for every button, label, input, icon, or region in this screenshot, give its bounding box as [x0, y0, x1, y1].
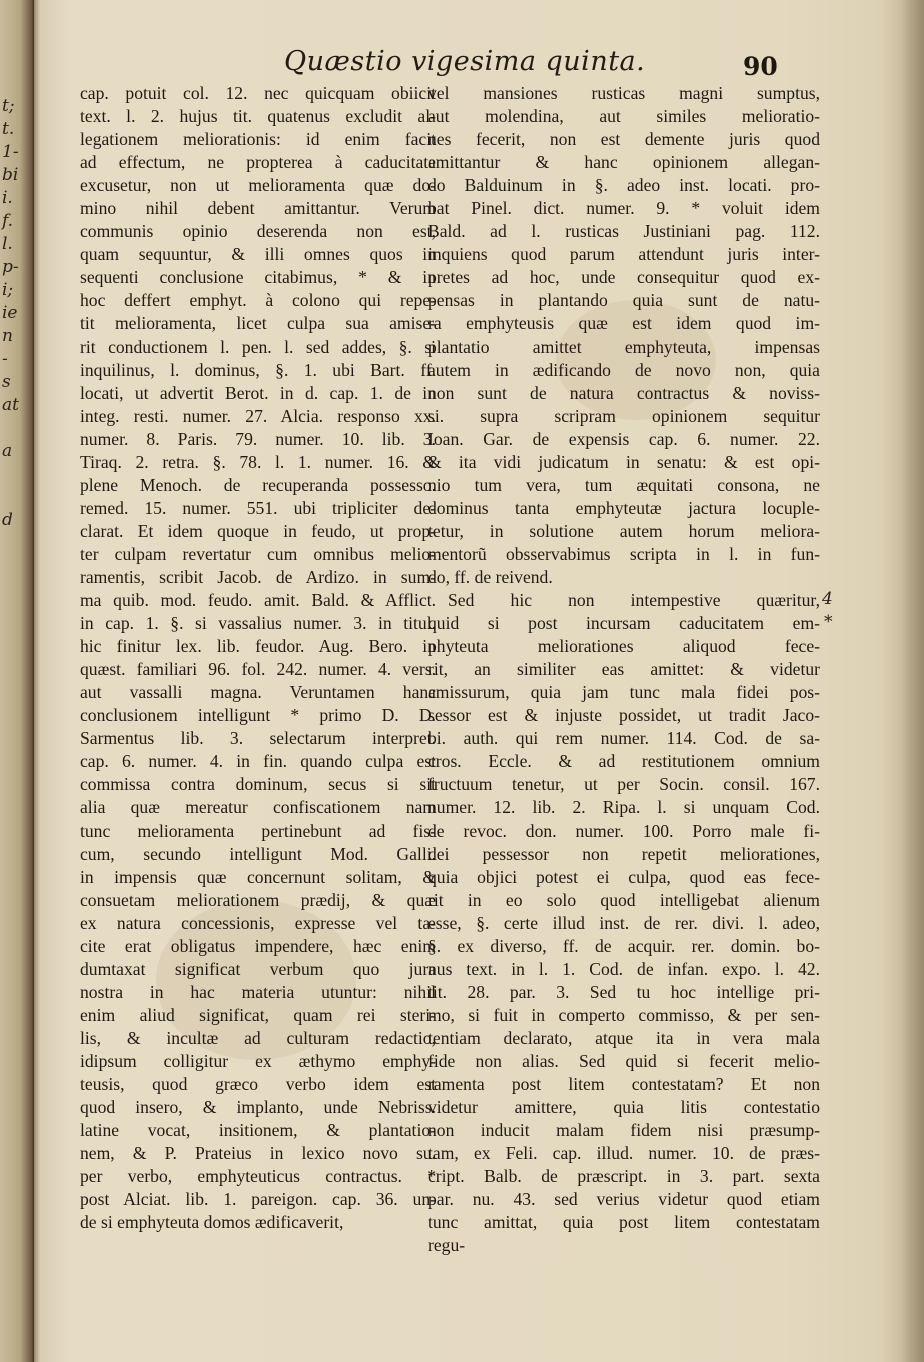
text-line: nem, & P. Prateius in lexico novo su. — [80, 1143, 436, 1164]
margin-marks — [822, 0, 902, 1362]
margin-fragment — [2, 532, 28, 555]
text-line: non sunt de natura contractus & noviss- — [428, 382, 820, 403]
text-line: bi. auth. qui rem numer. 114. Cod. de sa- — [428, 728, 820, 749]
text-line: esse, §. certe illud inst. de rer. divi. l. adeo, — [428, 912, 820, 933]
text-line: tetur, in solutione autem horum meliora- — [428, 520, 820, 541]
text-line: excusetur, non ut melioramenta quæ do- — [80, 175, 436, 196]
text-line: non inducit malam fidem nisi præsump- — [428, 1120, 820, 1141]
text-line: & ita vidi judicatum in senatu: & est opi- — [428, 451, 820, 472]
text-line: communis opinio deserenda non est, — [80, 221, 436, 242]
margin-fragment: n — [2, 326, 13, 346]
text-line: cros. Eccle. & ad restitutionem omnium — [428, 751, 820, 772]
previous-page-edge — [0, 0, 34, 1362]
text-line: nio tum vera, tum æquitati consona, ne — [428, 474, 820, 495]
text-line: numer. 12. lib. 2. Ripa. l. si unquam Cod. — [428, 797, 820, 818]
margin-fragment: p- — [2, 257, 19, 277]
text-line: ter culpam revertatur cum omnibus melio- — [80, 543, 436, 564]
text-line: numer. 8. Paris. 79. numer. 10. lib. 3. — [80, 428, 436, 449]
text-line: de si emphyteuta domos ædificaverit, — [80, 1212, 344, 1233]
text-line: regu- — [428, 1235, 466, 1256]
text-line: cum, secundo intelligunt Mod. Galli. — [80, 843, 436, 864]
text-line: ramenta post litem contestatam? Et non — [428, 1074, 820, 1095]
margin-fragment: i. — [2, 188, 13, 208]
text-line: ra emphyteusis quæ est idem quod im- — [428, 313, 820, 334]
text-line: in cap. 1. §. si vassalius numer. 3. in titul. — [80, 613, 436, 634]
book-page — [36, 0, 924, 1362]
text-line: sessor est & injuste possidet, ut tradit Jaco- — [428, 705, 820, 726]
text-line: tam, ex Feli. cap. illud. numer. 10. de præs- — [428, 1143, 820, 1164]
text-line: inquilinus, l. dominus, §. 1. ubi Bart. ff. — [80, 359, 436, 380]
text-line: de revoc. don. numer. 100. Porro male fi- — [428, 820, 820, 841]
text-line: lis, & incultæ ad culturam redactio, — [80, 1027, 436, 1048]
text-line: tunc amittat, quia post litem contestatam — [428, 1212, 820, 1233]
text-line: nus text. in l. 1. Cod. de infan. expo. l. 42. — [428, 958, 820, 979]
margin-mark: 4 — [822, 589, 833, 610]
margin-fragment — [2, 486, 28, 509]
margin-fragment: d — [2, 510, 13, 530]
text-line: do Balduinum in §. adeo inst. locati. pro- — [428, 175, 820, 196]
text-line: amittantur & hanc opinionem allegan- — [428, 152, 820, 173]
text-line: in impensis quæ concernunt solitam, & — [80, 866, 436, 887]
previous-page-margin-text — [2, 95, 28, 555]
text-line: tit melioramenta, licet culpa sua amise- — [80, 313, 436, 334]
text-line: legationem meliorationis: id enim facit — [80, 129, 436, 150]
margin-fragment: 1- — [2, 142, 19, 162]
margin-fragment — [2, 417, 28, 440]
text-line: fructuum tenetur, ut per Socin. consil. 167. — [428, 774, 820, 795]
text-line: enim aliud significat, quam rei steri- — [80, 1004, 436, 1025]
margin-fragment: ie — [2, 303, 18, 323]
running-title: Quæstio vigesima quinta. — [284, 46, 646, 77]
text-line: par. nu. 43. sed verius videtur quod etiam — [428, 1189, 820, 1210]
text-line: mentorũ obsservabimus scripta in l. in fun- — [428, 543, 820, 564]
text-line: post Alciat. lib. 1. pareigon. cap. 36. un- — [80, 1189, 436, 1210]
text-line: clarat. Et idem quoque in feudo, ut prop- — [80, 520, 436, 541]
margin-mark: * — [824, 612, 833, 633]
margin-fragment: - — [2, 349, 8, 369]
text-line: hic finitur lex. lib. feudor. Aug. Bero. in — [80, 636, 436, 657]
text-line: Sarmentus lib. 3. selectarum interpret. — [80, 728, 436, 749]
text-line: aut vassalli magna. Veruntamen hanc — [80, 682, 436, 703]
text-line: tunc melioramenta pertinebunt ad fis- — [80, 820, 436, 841]
text-line: locati, ut advertit Berot. in d. cap. 1. de in — [80, 382, 436, 403]
text-line: tentiam declarato, atque ita in vera mala — [428, 1027, 820, 1048]
text-line: fide non alias. Sed quid si fecerit melio- — [428, 1050, 820, 1071]
right-column — [428, 82, 820, 1257]
margin-fragment: a — [2, 441, 13, 461]
text-line: pretes ad hoc, unde consequitur quod ex- — [428, 267, 820, 288]
page-header — [36, 40, 924, 84]
text-line: ramentis, scribit Jacob. de Ardizo. in sum- — [80, 566, 436, 587]
text-line: quid si post incursam caducitatem em- — [428, 613, 820, 634]
text-line: quam sequuntur, & illi omnes quos in — [80, 244, 436, 265]
text-line: inquiens quod parum attendunt juris inter- — [428, 244, 820, 265]
text-line: hoc deffert emphyt. à colono qui repe- — [80, 290, 436, 311]
text-line: rit in eo solo quod intelligebat alienum — [428, 889, 820, 910]
page-number: 90 — [743, 52, 778, 81]
text-line: nostra in hac materia utuntur: nihil — [80, 981, 436, 1002]
text-line: ex natura concessionis, expresse vel ta- — [80, 912, 436, 933]
text-line: ad effectum, ne propterea à caducitate — [80, 152, 436, 173]
text-line: Bald. ad l. rusticas Justiniani pag. 112. — [428, 221, 820, 242]
text-line: cript. Balb. de præscript. in 3. part. sexta — [428, 1166, 820, 1187]
text-line: commissa contra dominum, secus si sit — [80, 774, 436, 795]
text-line: latine vocat, insitionem, & plantatio- — [80, 1120, 436, 1141]
text-line: conclusionem intelligunt * primo D. D. — [80, 705, 436, 726]
margin-fragment: t. — [2, 119, 15, 139]
margin-fragment — [2, 463, 28, 486]
margin-fragment: i; — [2, 280, 14, 300]
text-line: cap. 6. numer. 4. in fin. quando culpa est — [80, 751, 436, 772]
text-line: sequenti conclusione citabimus, * & in — [80, 267, 436, 288]
text-line: plene Menoch. de recuperanda possesso. — [80, 474, 436, 495]
text-line: rit, an similiter eas amittet: & videtur — [428, 659, 820, 680]
margin-fragment: f. — [2, 211, 14, 231]
margin-fragment: l. — [2, 234, 13, 254]
text-line: quæst. familiari 96. fol. 242. numer. 4. vers. — [80, 659, 436, 680]
text-line: Tiraq. 2. retra. §. 78. l. 1. numer. 16. & — [80, 451, 436, 472]
margin-fragment: at — [2, 395, 19, 415]
text-line: dei pessessor non repetit meliorationes, — [428, 843, 820, 864]
text-line: dominus tanta emphyteutæ jactura locuple- — [428, 497, 820, 518]
text-line: alia quæ mereatur confiscationem nam — [80, 797, 436, 818]
text-line: amissurum, quia jam tunc mala fidei pos- — [428, 682, 820, 703]
text-line: mo, si fuit in comperto commisso, & per sen- — [428, 1004, 820, 1025]
text-line: do, ff. de reivend. — [428, 566, 553, 587]
text-line: consuetam meliorationem prædij, & quæ — [80, 889, 436, 910]
text-line: plantatio amittet emphyteuta, impensas — [428, 336, 820, 357]
text-line: Sed hic non intempestive quæritur, — [448, 590, 820, 611]
text-line: ma quib. mod. feudo. amit. Bald. & Afflict. — [80, 590, 436, 611]
text-line: rit conductionem l. pen. l. sed addes, §. si — [80, 336, 436, 357]
text-line: quod insero, & implanto, unde Nebriss. — [80, 1097, 436, 1118]
text-line: quia objici potest ei culpa, quod eas fece- — [428, 866, 820, 887]
text-line: teusis, quod græco verbo idem est — [80, 1074, 436, 1095]
text-line: phyteuta meliorationes aliquod fece- — [428, 636, 820, 657]
text-line: tit. 28. par. 3. Sed tu hoc intellige pri- — [428, 981, 820, 1002]
left-column — [80, 82, 436, 1234]
text-line: per verbo, emphyteuticus contractus. * — [80, 1166, 436, 1187]
text-line: cap. potuit col. 12. nec quicquam obiicit — [80, 83, 436, 103]
text-line: Ioan. Gar. de expensis cap. 6. numer. 22. — [428, 428, 820, 449]
text-line: dumtaxat significat verbum quo jura — [80, 958, 436, 979]
text-line: remed. 15. numer. 551. ubi tripliciter de- — [80, 497, 436, 518]
margin-fragment: t; — [2, 96, 15, 116]
text-line: vel mansiones rusticas magni sumptus, — [428, 83, 820, 103]
page-edge-shadow — [900, 0, 924, 1362]
margin-fragment: bi — [2, 165, 19, 185]
text-line: integ. resti. numer. 27. Alcia. responso xx. — [80, 405, 436, 426]
text-line: videtur amittere, quia litis contestatio — [428, 1097, 820, 1118]
text-line: idipsum colligitur ex æthymo emphy- — [80, 1050, 436, 1071]
text-line: autem in ædificando de novo non, quia — [428, 359, 820, 380]
text-line: cite erat obligatus impendere, hæc enim — [80, 935, 436, 956]
text-line: si. supra scripram opinionem sequitur — [428, 405, 820, 426]
text-line: mino nihil debent amittantur. Verum — [80, 198, 436, 219]
text-line: bat Pinel. dict. numer. 9. * voluit idem — [428, 198, 820, 219]
margin-fragment: s — [2, 372, 11, 392]
text-line: §. ex diverso, ff. de acquir. rer. domin. bo- — [428, 935, 820, 956]
text-line: pensas in plantando quia sunt de natu- — [428, 290, 820, 311]
text-line: aut molendina, aut similes melioratio- — [428, 106, 820, 127]
text-line: text. l. 2. hujus tit. quatenus excludit al- — [80, 106, 436, 127]
text-line: nes fecerit, non est demente juris quod — [428, 129, 820, 150]
